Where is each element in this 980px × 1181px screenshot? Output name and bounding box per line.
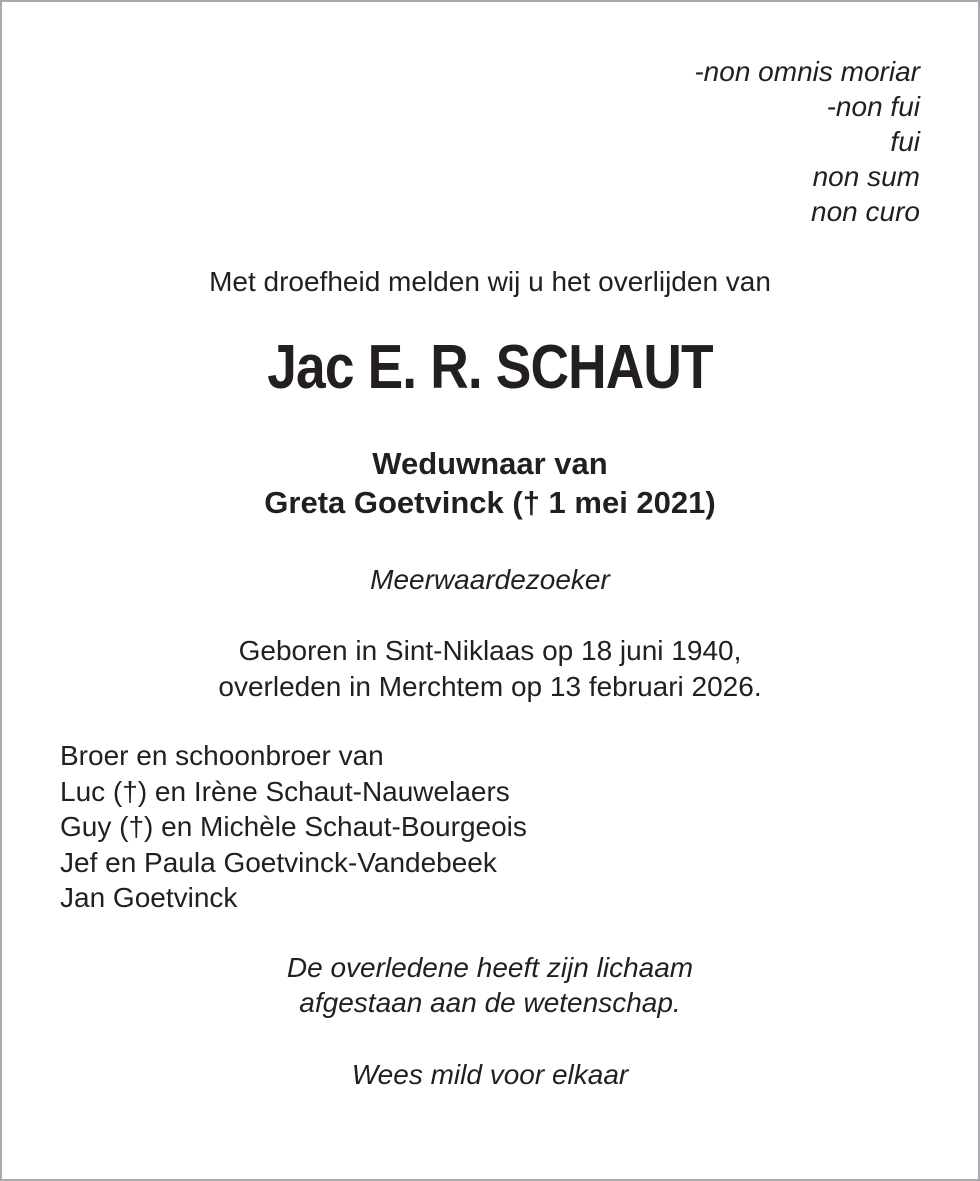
- death-line: overleden in Merchtem op 13 februari 2026.: [218, 671, 762, 702]
- widower-line: Weduwnaar van: [372, 446, 608, 481]
- note-line: De overledene heeft zijn lichaam: [286, 952, 694, 983]
- motto-line: -non omnis moriar: [694, 56, 920, 87]
- family-line: Guy (†) en Michèle Schaut-Bourgeois: [60, 811, 527, 842]
- birth-line: Geboren in Sint-Niklaas op 18 juni 1940,: [238, 635, 742, 666]
- motto-line: non curo: [811, 196, 920, 227]
- profession: Meerwaardezoeker: [370, 564, 610, 595]
- donation-note: [0, 950, 980, 1020]
- closing-line: Wees mild voor elkaar: [351, 1059, 629, 1090]
- motto-line: fui: [890, 126, 920, 157]
- family-line: Jan Goetvinck: [60, 882, 238, 913]
- family-list: [60, 738, 527, 916]
- widower-block: [0, 444, 980, 522]
- motto: [694, 54, 920, 229]
- family-line: Broer en schoonbroer van: [60, 740, 384, 771]
- motto-line: -non fui: [826, 91, 920, 122]
- family-line: Jef en Paula Goetvinck-Vandebeek: [60, 846, 497, 878]
- intro-text: Met droefheid melden wij u het overlijden van: [209, 266, 771, 297]
- spouse-line: Greta Goetvinck († 1 mei 2021): [264, 485, 716, 520]
- life-dates: [0, 633, 980, 705]
- deceased-name: Jac E. R. SCHAUT: [267, 333, 713, 402]
- family-line: Luc (†) en Irène Schaut-Nauwelaers: [60, 775, 510, 807]
- note-line: afgestaan aan de wetenschap.: [299, 987, 681, 1018]
- motto-line: non sum: [812, 161, 920, 192]
